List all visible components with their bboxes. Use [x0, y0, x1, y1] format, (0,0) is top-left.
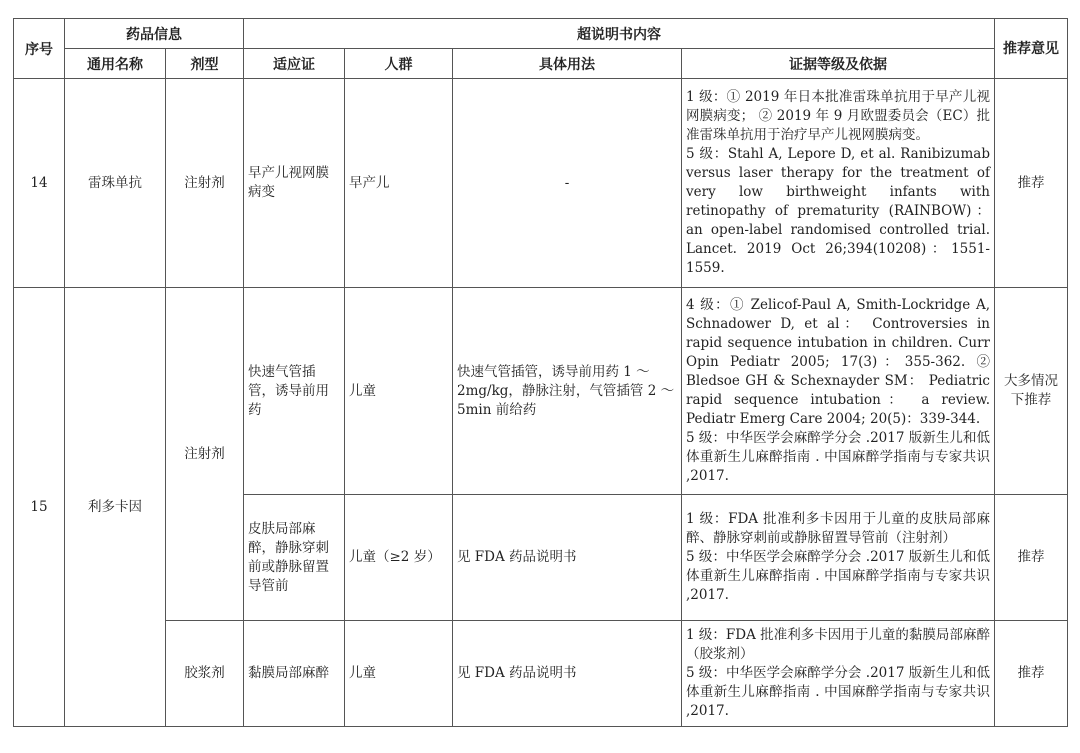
row-usage: 快速气管插管，诱导前用药 1 ～ 2mg/kg，静脉注射，气管插管 2 ～ 5min 前给药 — [453, 288, 682, 495]
header-recommend: 推荐意见 — [995, 19, 1068, 79]
row-population: 儿童 — [345, 288, 453, 495]
row-indication: 早产儿视网膜病变 — [244, 79, 345, 288]
row-indication: 皮肤局部麻醉，静脉穿刺前或静脉留置导管前 — [244, 495, 345, 621]
row-indication: 快速气管插管，诱导前用药 — [244, 288, 345, 495]
evidence-paragraph: 5 级：中华医学会麻醉学分会 .2017 版新生儿和低体重新生儿麻醉指南 . 中国麻醉学指南与专家共识 ,2017. — [686, 665, 990, 719]
row-dosage-form: 注射剂 — [166, 288, 244, 621]
table-row — [14, 288, 1068, 495]
header-row-1 — [14, 19, 1068, 49]
evidence-paragraph: 1 级：① 2019 年日本批准雷珠单抗用于早产儿视网膜病变； ② 2019 年 9 月欧盟委员会（EC）批准雷珠单抗用于治疗早产儿视网膜病变。 — [686, 89, 990, 143]
row-recommend: 大多情况下推荐 — [995, 288, 1068, 495]
header-indication: 适应证 — [244, 49, 345, 79]
evidence-paragraph: 4 级：① Zelicof-Paul A, Smith-Lockridge A, Schnadower D, et al： Controversies in rapid sequence intubation in children. Curr Opin Pediatr 2005; 17(3)：355-362. ② Bledsoe GH & Schexnayder SM： Pediatric rapid sequence intubation： a review. Pediatr Emerg Care 2004; 20(5)：339-344. — [686, 297, 990, 427]
row-recommend: 推荐 — [995, 79, 1068, 288]
row-seq: 15 — [14, 288, 65, 727]
header-evidence: 证据等级及依据 — [682, 49, 995, 79]
row-seq: 14 — [14, 79, 65, 288]
row-population: 儿童（≥2 岁） — [345, 495, 453, 621]
row-evidence — [682, 288, 995, 495]
header-row-2 — [14, 49, 1068, 79]
row-usage: 见 FDA 药品说明书 — [453, 621, 682, 727]
row-recommend: 推荐 — [995, 621, 1068, 727]
row-generic-name: 利多卡因 — [65, 288, 166, 727]
evidence-paragraph: 5 级：中华医学会麻醉学分会 .2017 版新生儿和低体重新生儿麻醉指南 . 中国麻醉学指南与专家共识 ,2017. — [686, 430, 990, 484]
header-off-label: 超说明书内容 — [244, 19, 995, 49]
row-usage: 见 FDA 药品说明书 — [453, 495, 682, 621]
row-evidence — [682, 495, 995, 621]
row-population: 早产儿 — [345, 79, 453, 288]
row-indication: 黏膜局部麻醉 — [244, 621, 345, 727]
table-row — [14, 79, 1068, 288]
evidence-paragraph: 5 级：Stahl A, Lepore D, et al. Ranibizumab versus laser therapy for the treatment of very low birthweight infants with retinopathy of prematurity (RAINBOW)： an open-label randomised controlled trial. Lancet. 2019 Oct 26;394(10208)：1551-1559. — [686, 146, 990, 276]
table-row — [14, 621, 1068, 727]
header-usage: 具体用法 — [453, 49, 682, 79]
evidence-paragraph: 5 级：中华医学会麻醉学分会 .2017 版新生儿和低体重新生儿麻醉指南 . 中国麻醉学指南与专家共识 ,2017. — [686, 549, 990, 603]
evidence-paragraph: 1 级：FDA 批准利多卡因用于儿童的皮肤局部麻醉、静脉穿刺前或静脉留置导管前（注射剂） — [686, 511, 990, 546]
header-seq: 序号 — [14, 19, 65, 79]
row-dosage-form: 注射剂 — [166, 79, 244, 288]
off-label-drug-table — [13, 18, 1068, 727]
row-generic-name: 雷珠单抗 — [65, 79, 166, 288]
header-generic-name: 通用名称 — [65, 49, 166, 79]
row-usage: - — [453, 79, 682, 288]
row-dosage-form: 胶浆剂 — [166, 621, 244, 727]
header-dosage-form: 剂型 — [166, 49, 244, 79]
row-evidence — [682, 79, 995, 288]
evidence-paragraph: 1 级：FDA 批准利多卡因用于儿童的黏膜局部麻醉（胶浆剂） — [686, 627, 990, 662]
row-population: 儿童 — [345, 621, 453, 727]
header-drug-info: 药品信息 — [65, 19, 244, 49]
header-population: 人群 — [345, 49, 453, 79]
row-evidence — [682, 621, 995, 727]
row-recommend: 推荐 — [995, 495, 1068, 621]
